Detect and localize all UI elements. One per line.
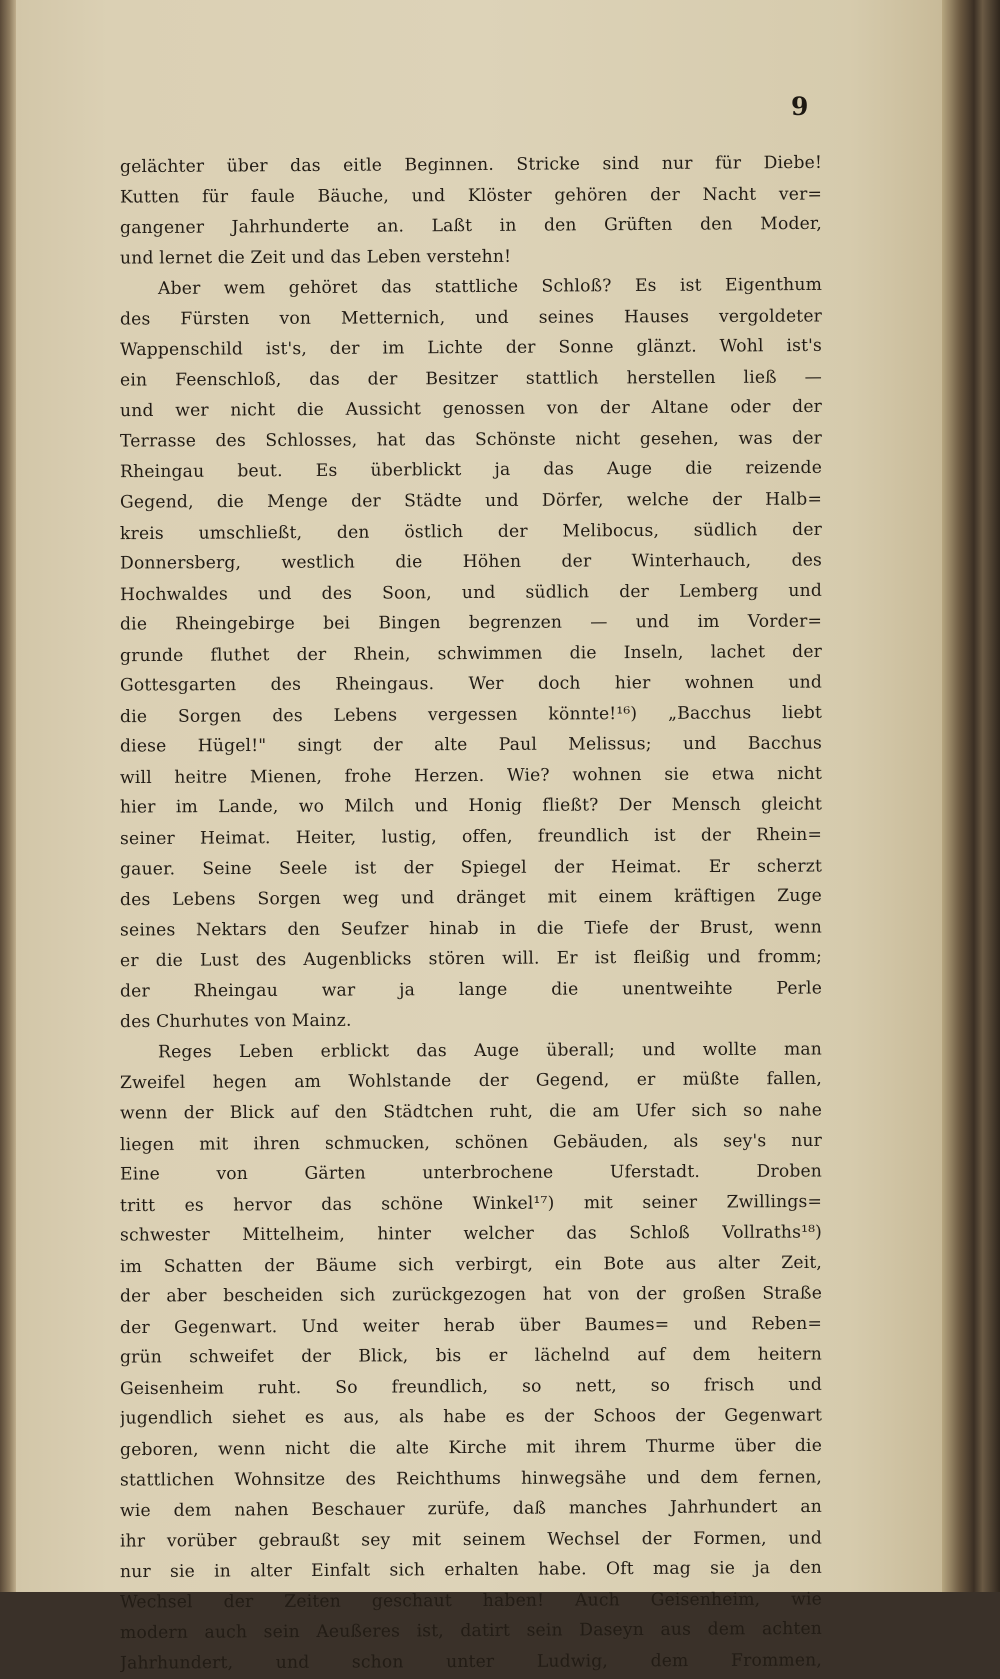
text-line: die Rheingebirge bei Bingen begrenzen — und im Vorder= (119, 611, 823, 635)
text-line: Jahrhundert, und schon unter Ludwig, dem Frommen, (119, 1650, 823, 1674)
text-line: Wechsel der Zeiten geschaut haben! Auch Geisenheim, wie (119, 1589, 823, 1613)
text-line: modern auch sein Aeußeres ist, datirt sein Daseyn aus dem achten (119, 1619, 823, 1644)
text-line: die Sorgen des Lebens vergessen könnte!¹⁶) „Bacchus liebt (119, 702, 823, 727)
text-line: stattlichen Wohnsitze des Reichthums hinwegsähe und dem fernen, (119, 1466, 823, 1491)
text-line: liegen mit ihren schmucken, schönen Gebäuden, als sey's nur (119, 1130, 823, 1155)
text-line: Reges Leben erblickt das Auge überall; und wollte man (157, 1039, 823, 1063)
text-line: Geisenheim ruht. So freundlich, so nett, so frisch und (119, 1374, 823, 1400)
text-line: tritt es hervor das schöne Winkel¹⁷) mit seiner Zwillings= (119, 1191, 823, 1216)
text-line: Eine von Gärten unterbrochene Uferstadt. Droben (119, 1161, 823, 1185)
text-line: kreis umschließt, den östlich der Melibocus, südlich der (119, 519, 823, 544)
text-line: gangener Jahrhunderte an. Laßt in den Grüften den Moder, (119, 213, 823, 239)
text-line: im Schatten der Bäume sich verbirgt, ein Bote aus alter Zeit, (119, 1252, 823, 1277)
text-line: des Fürsten von Metternich, und seines Hauses vergoldeter (119, 306, 823, 330)
text-line: gelächter über das eitle Beginnen. Stricke sind nur für Diebe! (119, 152, 823, 178)
text-line: ihr vorüber gebraußt sey mit seinem Wechsel der Formen, und (119, 1528, 823, 1552)
text-line: Terrasse des Schlosses, hat das Schönste nicht gesehen, was der (119, 428, 823, 452)
text-line: und lernet die Zeit und das Leben verstehn! (119, 246, 512, 269)
page-text (120, 150, 822, 1677)
text-line: Aber wem gehöret das stattliche Schloß? Es ist Eigenthum (157, 275, 823, 300)
text-line: er die Lust des Augenblicks stören will. Er ist fleißig und fromm; (119, 947, 823, 972)
text-line: schwester Mittelheim, hinter welcher das Schloß Vollraths¹⁸) (119, 1222, 823, 1246)
text-line: seines Nektars den Seufzer hinab in die Tiefe der Brust, wenn (119, 917, 823, 941)
text-line: Wappenschild ist's, der im Lichte der Sonne glänzt. Wohl ist's (119, 336, 823, 361)
text-line: geboren, wenn nicht die alte Kirche mit ihrem Thurme über die (119, 1435, 823, 1461)
text-line: der aber bescheiden sich zurückgezogen hat von der großen Straße (119, 1283, 823, 1307)
text-line: will heitre Mienen, frohe Herzen. Wie? wohnen sie etwa nicht (119, 763, 823, 789)
text-line: hier im Lande, wo Milch und Honig fließt? Der Mensch gleicht (119, 794, 823, 819)
text-line: des Lebens Sorgen weg und dränget mit einem kräftigen Zuge (119, 885, 823, 911)
text-line: wenn der Blick auf den Städtchen ruht, die am Ufer sich so nahe (119, 1100, 823, 1124)
text-line: Zweifel hegen am Wohlstande der Gegend, er müßte fallen, (119, 1069, 823, 1094)
page-number: 9 (791, 92, 809, 121)
text-line: ein Feenschloß, das der Besitzer stattlich herstellen ließ — (119, 367, 823, 391)
text-line: diese Hügel!" singt der alte Paul Melissus; und Bacchus (119, 733, 823, 757)
page-stack-edge (942, 0, 1000, 1592)
text-line: nur sie in alter Einfalt sich erhalten habe. Oft mag sie ja den (119, 1558, 823, 1583)
text-line: der Gegenwart. Und weiter herab über Baumes= und Reben= (119, 1313, 823, 1338)
text-line: grün schweifet der Blick, bis er lächelnd auf dem heitern (119, 1344, 823, 1368)
text-line: jugendlich siehet es aus, als habe es der Schoos der Gegenwart (119, 1405, 823, 1429)
text-line: seiner Heimat. Heiter, lustig, offen, freundlich ist der Rhein= (119, 824, 823, 850)
text-line: grunde fluthet der Rhein, schwimmen die Inseln, lachet der (119, 641, 823, 666)
text-line: Donnersberg, westlich die Höhen der Winterhauch, des (119, 550, 823, 574)
text-line: Hochwaldes und des Soon, und südlich der Lemberg und (119, 580, 823, 605)
text-line: der Rheingau war ja lange die unentweihte Perle (119, 978, 823, 1002)
text-line: gauer. Seine Seele ist der Spiegel der Heimat. Er scherzt (119, 856, 823, 880)
text-line: des Churhutes von Mainz. (119, 1011, 352, 1033)
text-line: wie dem nahen Beschauer zurüfe, daß manches Jahrhundert an (119, 1496, 823, 1522)
text-line: Gottesgarten des Rheingaus. Wer doch hier wohnen und (119, 672, 823, 696)
book-gutter (0, 0, 16, 1592)
text-line: Rheingau beut. Es überblickt ja das Auge die reizende (119, 458, 823, 483)
text-line: Kutten für faule Bäuche, und Klöster gehören der Nacht ver= (119, 184, 823, 208)
book-page (16, 0, 942, 1674)
text-line: und wer nicht die Aussicht genossen von der Altane oder der (119, 397, 823, 422)
text-line: Gegend, die Menge der Städte und Dörfer, welche der Halb= (119, 489, 823, 513)
